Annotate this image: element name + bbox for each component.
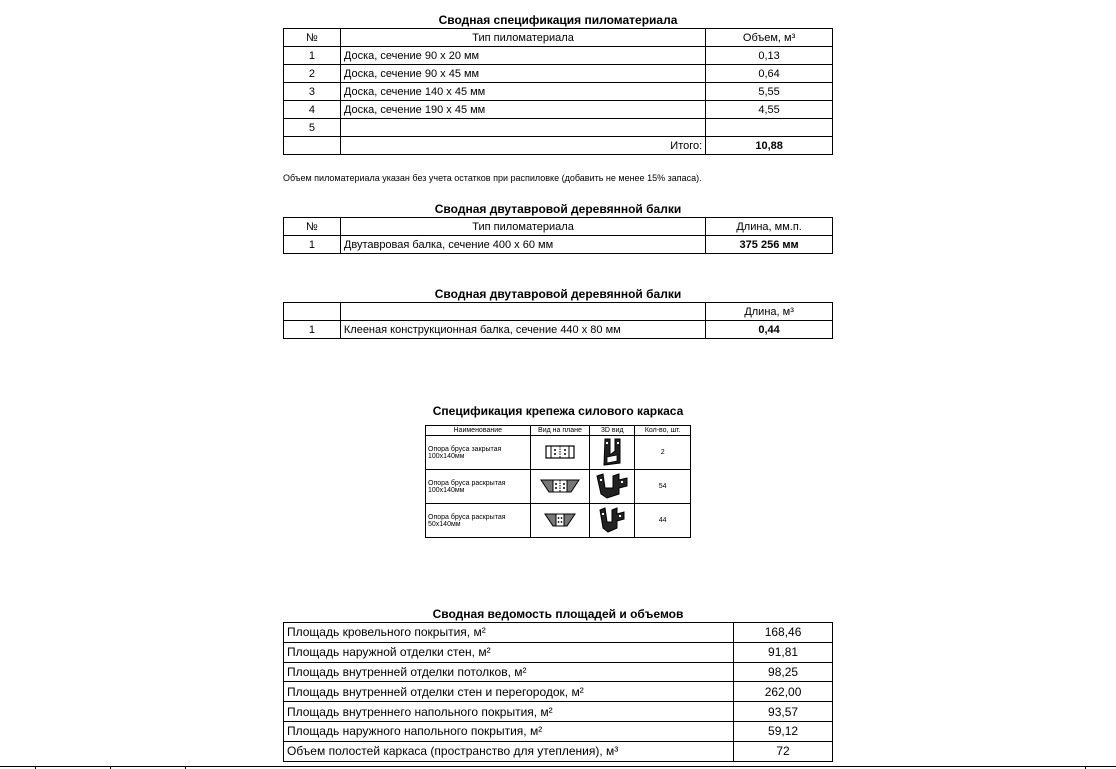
ibeam-table: [283, 217, 833, 254]
table-row: [426, 504, 691, 538]
page-frame-bottom-line: [0, 766, 1116, 767]
3d-view-cell: [590, 436, 635, 470]
area-label: Объем полостей каркаса (пространство для утепления), м³: [284, 741, 734, 761]
fastener-name-line1: Опора бруса раскрытая: [428, 513, 506, 521]
row-value: 375 256 мм: [706, 236, 833, 254]
open-bracket-3d-icon: [595, 472, 629, 500]
col-header-qty: Кол-во, шт.: [635, 426, 691, 436]
row-number: 1: [284, 47, 341, 65]
row-value: 0,13: [706, 47, 833, 65]
fastener-name: [426, 470, 531, 504]
row-value: 0,64: [706, 65, 833, 83]
row-value: [706, 119, 833, 137]
total-row: [284, 137, 833, 155]
area-label: Площадь внутреннего напольного покрытия, м²: [284, 702, 734, 722]
area-label: Площадь внутренней отделки потолков, м²: [284, 662, 734, 682]
row-name: Доска, сечение 190 х 45 мм: [340, 101, 705, 119]
row-number: 1: [284, 321, 341, 339]
col-header-length: Длина, м³: [706, 303, 833, 321]
col-header-empty: [284, 303, 341, 321]
table-row: [284, 623, 833, 643]
fastener-name-line1: Опора бруса раскрытая: [428, 479, 506, 487]
area-value: 93,57: [734, 702, 833, 722]
glulam-table-title: Сводная двутавровой деревянной балки: [434, 287, 682, 301]
col-header-name: Наименование: [426, 426, 531, 436]
fasteners-table-title: Спецификация крепежа силового каркаса: [432, 404, 684, 418]
row-name: Доска, сечение 90 х 45 мм: [340, 65, 705, 83]
area-value: 72: [734, 741, 833, 761]
row-value: 5,55: [706, 83, 833, 101]
table-row: [284, 236, 833, 254]
col-header-plan-view: Вид на плане: [530, 426, 590, 436]
row-value: 4,55: [706, 101, 833, 119]
open-bracket-small-3d-icon: [597, 506, 627, 534]
row-number: 4: [284, 101, 341, 119]
table-header-row: [284, 29, 833, 47]
col-header-volume: Объем, м³: [706, 29, 833, 47]
total-empty-cell: [284, 137, 341, 155]
row-value: 0,44: [706, 321, 833, 339]
table-row: [284, 101, 833, 119]
lumber-table: [283, 28, 833, 155]
closed-bracket-3d-icon: [601, 437, 623, 467]
fastener-name-line2: 50х140мм: [428, 520, 461, 528]
col-header-number: №: [284, 29, 341, 47]
ibeam-table-title: Сводная двутавровой деревянной балки: [434, 202, 682, 216]
table-row: [426, 436, 691, 470]
row-name: Двутавровая балка, сечение 400 х 60 мм: [340, 236, 705, 254]
row-name: Доска, сечение 140 х 45 мм: [340, 83, 705, 101]
area-label: Площадь наружной отделки стен, м²: [284, 642, 734, 662]
row-number: 2: [284, 65, 341, 83]
3d-view-cell: [590, 470, 635, 504]
fastener-name: [426, 504, 531, 538]
table-header-row: [284, 303, 833, 321]
open-bracket-small-plan-icon: [544, 513, 576, 527]
table-row: [284, 642, 833, 662]
col-header-length: Длина, мм.п.: [706, 218, 833, 236]
fastener-qty: 2: [635, 436, 691, 470]
area-value: 168,46: [734, 623, 833, 643]
table-row: [284, 721, 833, 741]
lumber-table-title: Сводная спецификация пиломатериала: [438, 13, 678, 27]
table-header-row: [426, 426, 691, 436]
fastener-name-line1: Опора бруса закрытая: [428, 445, 502, 453]
area-value: 59,12: [734, 721, 833, 741]
table-row: [284, 83, 833, 101]
table-row: [284, 119, 833, 137]
table-row: [284, 65, 833, 83]
fastener-name-line2: 100х140мм: [428, 486, 465, 494]
col-header-empty: [340, 303, 705, 321]
row-name: Доска, сечение 90 х 20 мм: [340, 47, 705, 65]
table-row: [284, 682, 833, 702]
col-header-type: Тип пиломатериала: [340, 29, 705, 47]
fastener-name-line2: 100х140мм: [428, 452, 465, 460]
total-label: Итого:: [340, 137, 705, 155]
fastener-qty: 54: [635, 470, 691, 504]
plan-view-cell: [530, 470, 590, 504]
fastener-name: [426, 436, 531, 470]
total-value: 10,88: [706, 137, 833, 155]
plan-view-cell: [530, 436, 590, 470]
table-row: [284, 741, 833, 761]
closed-bracket-plan-icon: [545, 445, 575, 459]
lumber-note: Объем пиломатериала указан без учета остатков при распиловке (добавить не менее 15% запаса).: [283, 173, 702, 183]
area-label: Площадь внутренней отделки стен и перегородок, м²: [284, 682, 734, 702]
area-value: 262,00: [734, 682, 833, 702]
row-number: 3: [284, 83, 341, 101]
areas-table-title: Сводная ведомость площадей и объемов: [432, 607, 684, 621]
open-bracket-plan-icon: [540, 478, 580, 494]
table-row: [284, 702, 833, 722]
col-header-type: Тип пиломатериала: [340, 218, 705, 236]
table-header-row: [284, 218, 833, 236]
area-label: Площадь наружного напольного покрытия, м²: [284, 721, 734, 741]
area-value: 91,81: [734, 642, 833, 662]
plan-view-cell: [530, 504, 590, 538]
area-label: Площадь кровельного покрытия, м²: [284, 623, 734, 643]
table-row: [426, 470, 691, 504]
table-row: [284, 47, 833, 65]
table-row: [284, 321, 833, 339]
row-name: [340, 119, 705, 137]
col-header-3d-view: 3D вид: [590, 426, 635, 436]
3d-view-cell: [590, 504, 635, 538]
area-value: 98,25: [734, 662, 833, 682]
row-number: 5: [284, 119, 341, 137]
fastener-qty: 44: [635, 504, 691, 538]
row-name: Клееная конструкционная балка, сечение 440 х 80 мм: [340, 321, 705, 339]
glulam-table: [283, 302, 833, 339]
col-header-number: №: [284, 218, 341, 236]
areas-table: [283, 622, 833, 762]
fasteners-table: [425, 425, 691, 538]
table-row: [284, 662, 833, 682]
row-number: 1: [284, 236, 341, 254]
